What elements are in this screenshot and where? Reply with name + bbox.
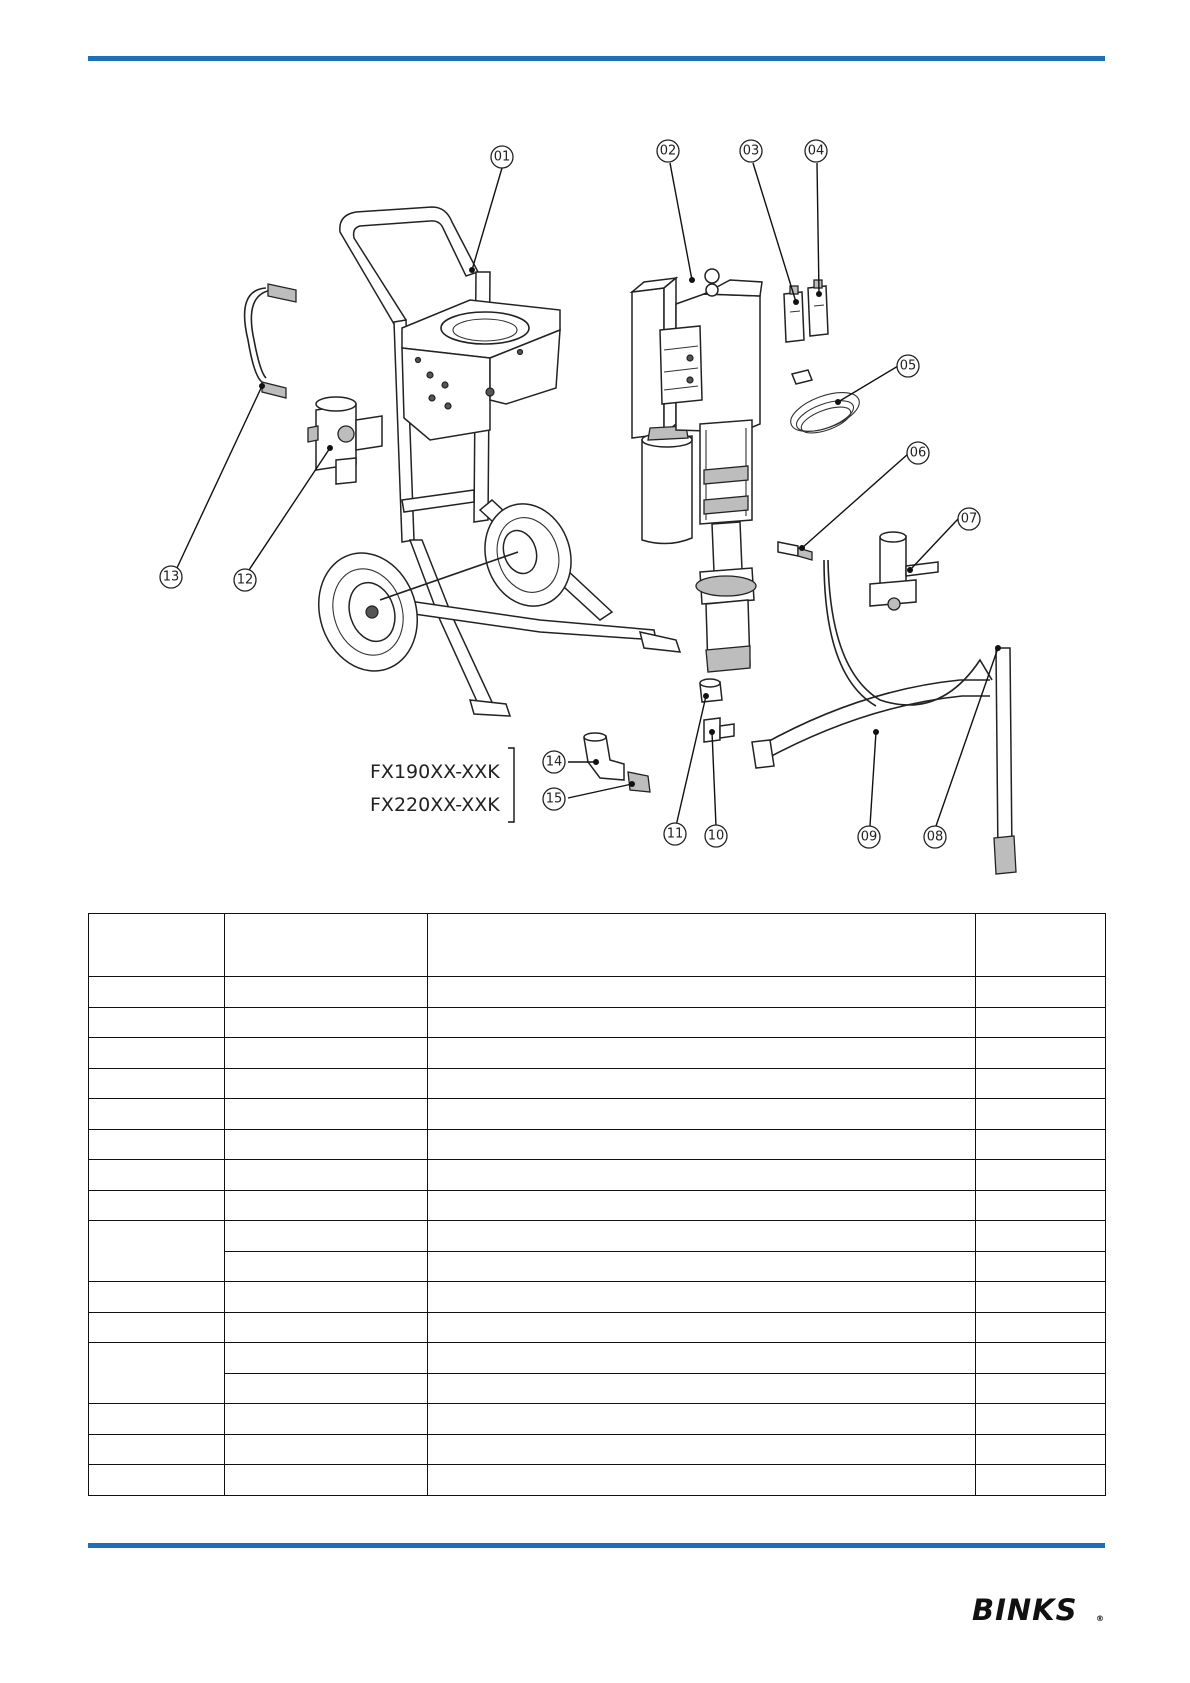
svg-text:04: 04 [807,143,825,159]
callout-01 [491,146,513,168]
cart-frame-drawing [304,207,680,716]
cell-ref [89,1038,225,1069]
callout-12 [234,569,256,591]
table-row [89,1068,1106,1099]
cell-part [225,1465,428,1496]
cell-ref [89,1465,225,1496]
cell-part [225,977,428,1008]
cell-ref [89,1312,225,1343]
cell-part [225,1282,428,1313]
cell-ref [89,1068,225,1099]
table-row [89,1129,1106,1160]
header-ref [89,914,225,977]
callout-02 [657,140,679,162]
svg-text:14: 14 [545,754,563,770]
air-regulator-drawing [308,397,382,484]
cell-part [225,1190,428,1221]
table-row [89,1434,1106,1465]
table-row [89,1465,1106,1496]
cell-ref [89,1282,225,1313]
table-row [89,1007,1106,1038]
table-header-row [89,914,1106,977]
model-bracket [508,748,514,822]
callout-05 [897,355,919,377]
table-row [89,977,1106,1008]
callout-13 [160,566,182,588]
cell-ref [89,1343,225,1404]
cell-qty [976,1068,1106,1099]
cell-desc [428,1434,976,1465]
cell-qty [976,1038,1106,1069]
callout-07 [958,508,980,530]
cell-qty [976,1007,1106,1038]
cell-ref [89,1160,225,1191]
cell-qty [976,1312,1106,1343]
cell-part [225,1038,428,1069]
svg-text:10: 10 [707,828,725,844]
header-quantity [976,914,1106,977]
cell-part [225,1129,428,1160]
cell-desc [428,1312,976,1343]
model-label-1: FX190XX-XXK [370,761,500,783]
callout-15 [543,788,565,810]
table-row [89,1251,1106,1282]
cell-ref [89,1434,225,1465]
svg-text:02: 02 [659,143,677,159]
table-row [89,1099,1106,1130]
cell-desc [428,1373,976,1404]
table-row [89,1221,1106,1252]
callout-11 [664,823,686,845]
cell-ref [89,977,225,1008]
table-row [89,1038,1106,1069]
callout-10 [705,825,727,847]
cell-desc [428,1068,976,1099]
callout-leaders [176,163,1001,826]
header-description [428,914,976,977]
cell-qty [976,1221,1106,1252]
svg-text:12: 12 [236,572,254,588]
cell-qty [976,1373,1106,1404]
cell-qty [976,1190,1106,1221]
cell-part [225,1434,428,1465]
parts-list-table [88,913,1106,1496]
filter-tags-drawing [784,280,828,342]
cell-desc [428,1099,976,1130]
cell-part [225,1099,428,1130]
header-part-number [225,914,428,977]
table-row [89,1404,1106,1435]
svg-text:03: 03 [742,143,760,159]
cell-qty [976,1465,1106,1496]
cell-ref [89,1404,225,1435]
callout-06 [907,442,929,464]
cell-part [225,1068,428,1099]
svg-text:05: 05 [899,358,917,374]
cell-qty [976,1434,1106,1465]
svg-text:01: 01 [493,149,511,165]
cell-desc [428,977,976,1008]
svg-text:06: 06 [909,445,927,461]
cell-qty [976,1404,1106,1435]
cell-desc [428,1190,976,1221]
callout-03 [740,140,762,162]
logo-wordmark: BINKS [972,1593,1078,1627]
cell-desc [428,1343,976,1374]
svg-text:15: 15 [545,791,563,807]
cell-desc [428,1007,976,1038]
fittings-10-11-drawing [700,679,734,742]
table-row [89,1373,1106,1404]
cell-part [225,1007,428,1038]
valve-07-drawing [870,532,938,610]
svg-text:13: 13 [162,569,180,585]
table-row [89,1190,1106,1221]
air-hose-drawing [245,284,296,398]
table-row [89,1343,1106,1374]
cell-desc [428,1465,976,1496]
cell-qty [976,1129,1106,1160]
pump-assembly-drawing [632,269,762,672]
cell-desc [428,1038,976,1069]
cell-desc [428,1221,976,1252]
cell-desc [428,1129,976,1160]
ground-cable-drawing [786,370,865,439]
logo-trademark: ® [1096,1614,1104,1623]
svg-text:08: 08 [926,829,944,845]
binks-logo [970,1590,1110,1630]
cell-desc [428,1251,976,1282]
cell-qty [976,1282,1106,1313]
table-row [89,1282,1106,1313]
cell-desc [428,1282,976,1313]
hoses-drawing [752,560,1016,874]
callout-08 [924,826,946,848]
cell-ref [89,1099,225,1130]
svg-text:11: 11 [666,826,684,842]
cell-ref [89,1190,225,1221]
callout-14 [543,751,565,773]
cell-ref [89,1007,225,1038]
callout-09 [858,826,880,848]
svg-text:07: 07 [960,511,978,527]
model-label-2: FX220XX-XXK [370,794,500,816]
cell-part [225,1373,428,1404]
cell-qty [976,1343,1106,1374]
table-row [89,1312,1106,1343]
cell-qty [976,977,1106,1008]
cell-qty [976,1099,1106,1130]
cell-part [225,1221,428,1252]
cell-qty [976,1251,1106,1282]
cell-desc [428,1160,976,1191]
cell-desc [428,1404,976,1435]
cell-ref [89,1221,225,1282]
table-row [89,1160,1106,1191]
cell-ref [89,1129,225,1160]
cell-part [225,1251,428,1282]
footer-rule [88,1543,1105,1548]
cell-part [225,1343,428,1374]
cell-part [225,1312,428,1343]
cell-qty [976,1160,1106,1191]
cell-part [225,1160,428,1191]
cell-part [225,1404,428,1435]
fitting-06-drawing [778,542,812,560]
svg-text:09: 09 [860,829,878,845]
callout-04 [805,140,827,162]
